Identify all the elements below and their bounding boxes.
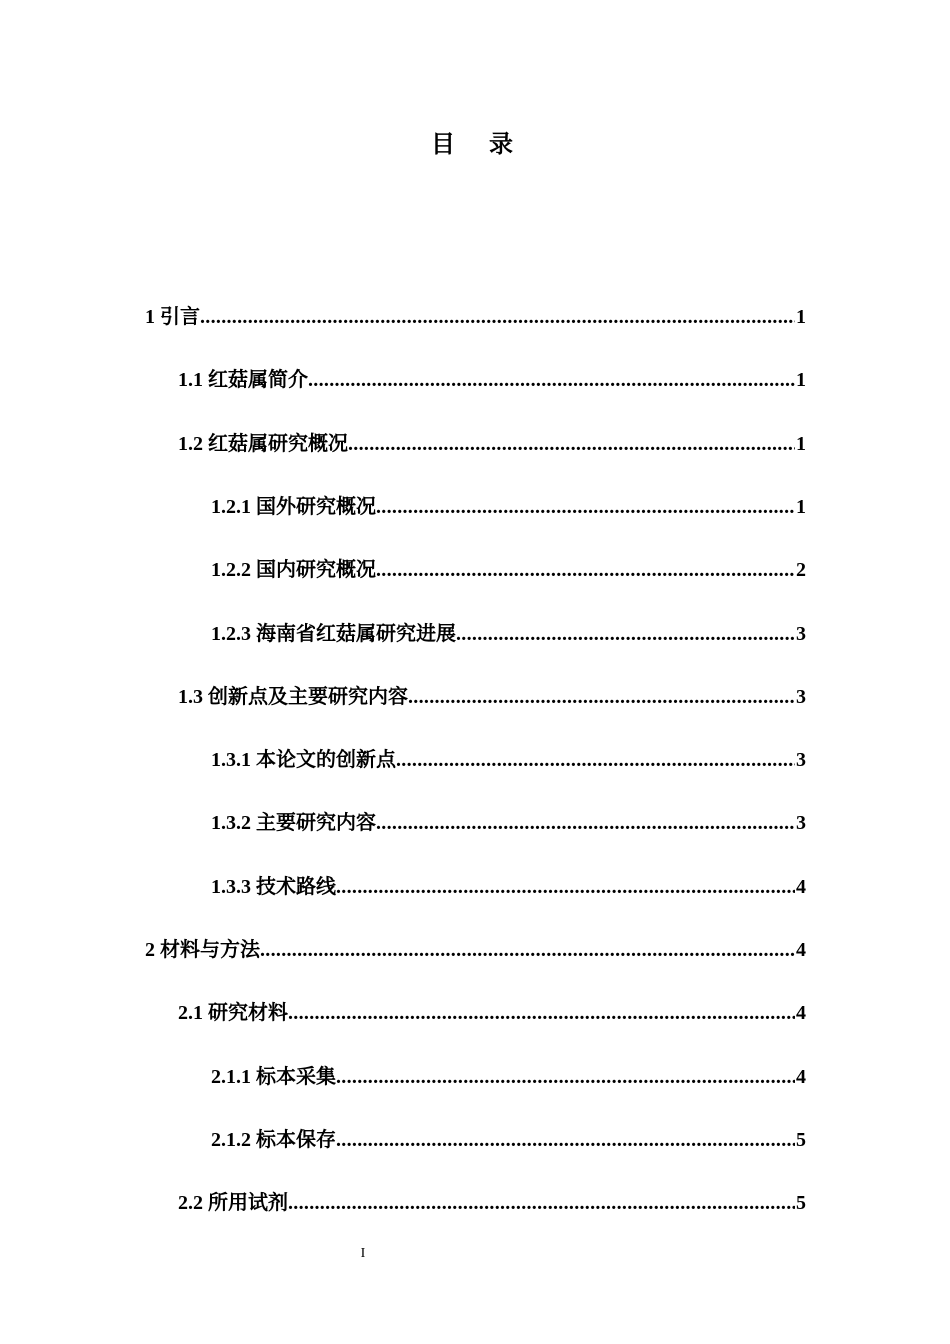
toc-dot-leader	[288, 1186, 795, 1220]
toc-dot-leader	[456, 617, 795, 651]
toc-entry-page: 1	[796, 369, 806, 392]
toc-dot-leader	[308, 363, 795, 397]
toc-entry-title: 1.3.2 主要研究内容	[211, 812, 376, 835]
toc-entry-page: 1	[796, 495, 806, 518]
toc-dot-leader	[288, 996, 795, 1030]
toc-entry-page: 5	[796, 1128, 806, 1151]
toc-entry-title: 1.2.1 国外研究概况	[211, 495, 376, 518]
toc-entry-title: 2.1 研究材料	[178, 1002, 288, 1025]
toc-entry-title: 1.2.2 国内研究概况	[211, 559, 376, 582]
toc-entry-page: 5	[796, 1192, 806, 1215]
toc-entry-title: 1.2 红菇属研究概况	[178, 432, 348, 455]
toc-entry-title: 1.3.3 技术路线	[211, 875, 336, 898]
toc-entry-page: 3	[796, 749, 806, 772]
toc-entry[interactable]	[211, 743, 806, 777]
toc-entry[interactable]	[178, 996, 806, 1030]
toc-dot-leader	[200, 300, 795, 334]
toc-entry[interactable]	[211, 1060, 806, 1094]
toc-dot-leader	[348, 427, 795, 461]
toc-entry-title: 2.1.2 标本保存	[211, 1128, 336, 1151]
toc-entry[interactable]	[178, 1186, 806, 1220]
toc-entry-title: 2.2 所用试剂	[178, 1192, 288, 1215]
toc-dot-leader	[376, 806, 795, 840]
toc-dot-leader	[408, 680, 795, 714]
toc-entry-page: 3	[796, 812, 806, 835]
toc-entry-page: 2	[796, 559, 806, 582]
toc-entry[interactable]	[145, 300, 806, 334]
toc-entry-page: 4	[796, 875, 806, 898]
toc-entry-title: 1 引言	[145, 306, 200, 328]
toc-dot-leader	[260, 933, 795, 967]
toc-entry-page: 4	[796, 1065, 806, 1088]
toc-dot-leader	[376, 490, 795, 524]
toc-entry-page: 4	[796, 1002, 806, 1025]
toc-entry-page: 4	[796, 939, 806, 961]
toc-entry-page: 1	[796, 306, 806, 328]
toc-dot-leader	[336, 870, 795, 904]
toc-dot-leader	[336, 1123, 795, 1157]
page-title: 目 录	[431, 132, 527, 158]
toc-entry-page: 1	[796, 432, 806, 455]
toc-entry[interactable]	[178, 363, 806, 397]
toc-dot-leader	[376, 553, 795, 587]
toc-entry-title: 1.3.1 本论文的创新点	[211, 749, 396, 772]
toc-entry-title: 2.1.1 标本采集	[211, 1065, 336, 1088]
toc-entry-title: 1.2.3 海南省红菇属研究进展	[211, 622, 456, 645]
toc-entry[interactable]	[145, 933, 806, 967]
toc-entry-page: 3	[796, 685, 806, 708]
toc-entry-page: 3	[796, 622, 806, 645]
toc-entry[interactable]	[211, 806, 806, 840]
toc-entry[interactable]	[211, 1123, 806, 1157]
toc-dot-leader	[336, 1060, 795, 1094]
toc-entry[interactable]	[211, 617, 806, 651]
toc-entry-title: 1.1 红菇属简介	[178, 369, 308, 392]
toc-entry[interactable]	[211, 490, 806, 524]
toc-dot-leader	[396, 743, 795, 777]
toc-entry[interactable]	[211, 553, 806, 587]
toc-entry[interactable]	[178, 680, 806, 714]
toc-entry[interactable]	[178, 427, 806, 461]
footer-page-number: I	[360, 1246, 366, 1261]
toc-entry-title: 1.3 创新点及主要研究内容	[178, 685, 408, 708]
toc-entry-title: 2 材料与方法	[145, 939, 260, 961]
toc-entry[interactable]	[211, 870, 806, 904]
